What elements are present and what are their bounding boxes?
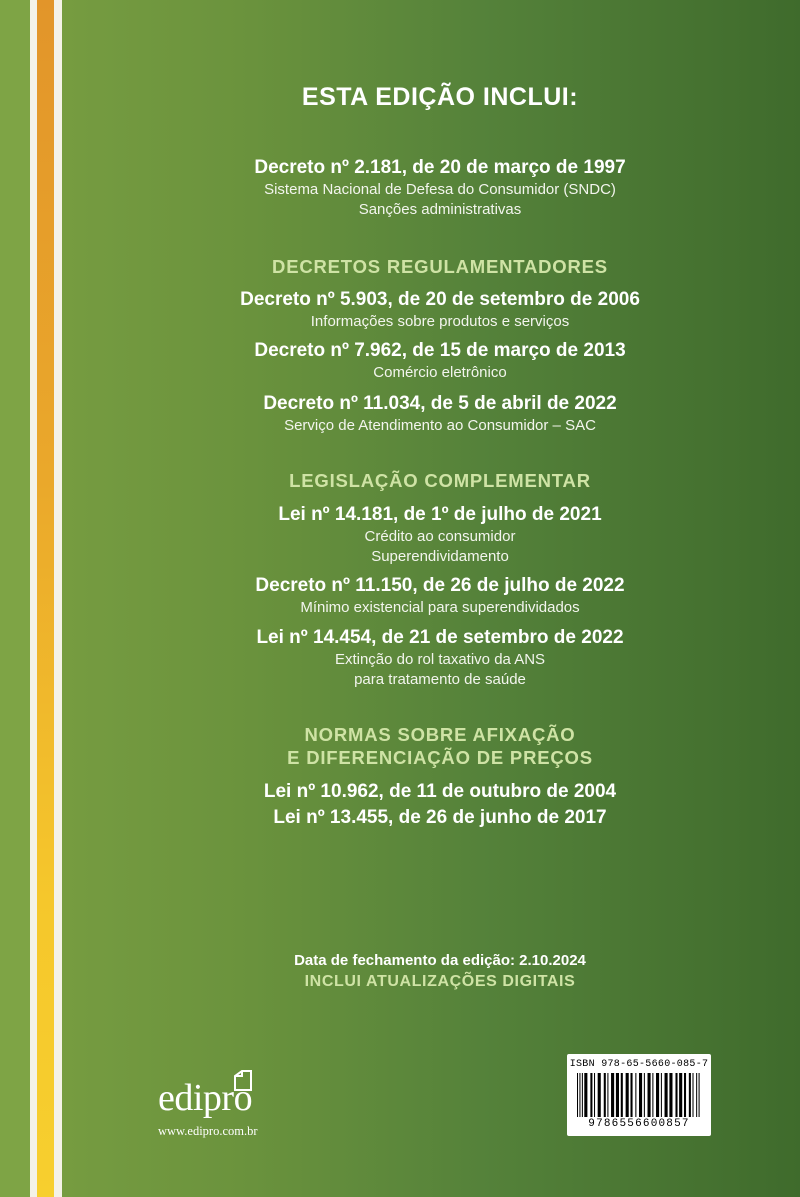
- law-description: Serviço de Atendimento ao Consumidor – SAC: [284, 417, 596, 434]
- isbn-number: ISBN 978-65-5660-085-7: [569, 1059, 709, 1070]
- law-entry: [80, 503, 800, 567]
- barcode-bar: [584, 1073, 587, 1117]
- barcode-bar: [616, 1073, 619, 1117]
- law-description: Crédito ao consumidor: [364, 528, 516, 545]
- law-title: Decreto nº 2.181, de 20 de março de 1997: [254, 157, 626, 178]
- page-fold-icon: [232, 1070, 254, 1092]
- law-description: para tratamento de saúde: [354, 671, 526, 688]
- law-description: Comércio eletrônico: [373, 364, 507, 381]
- law-title: Lei nº 10.962, de 11 de outubro de 2004: [263, 781, 617, 802]
- stripe-orange-yellow: [37, 0, 54, 1197]
- barcode-bar: [630, 1073, 632, 1117]
- barcode-bar: [611, 1073, 614, 1117]
- barcode-bar: [648, 1073, 651, 1117]
- section-heading: NORMAS SOBRE AFIXAÇÃO: [304, 724, 576, 745]
- law-title: Lei nº 13.455, de 26 de junho de 2017: [273, 807, 607, 828]
- law-title: Lei nº 14.454, de 21 de setembro de 2022: [256, 627, 624, 648]
- barcode-bar: [656, 1073, 659, 1117]
- section-price-display-norms: [80, 723, 800, 769]
- barcode-bar: [577, 1073, 578, 1117]
- barcode-bar: [696, 1073, 697, 1117]
- barcode-bar: [579, 1073, 580, 1117]
- barcode-bar: [598, 1073, 601, 1117]
- law-description: Extinção do rol taxativo da ANS: [334, 651, 546, 668]
- barcode-bars: [575, 1073, 703, 1117]
- barcode-bar: [635, 1073, 636, 1117]
- law-title: Decreto nº 11.150, de 26 de julho de 2022: [255, 575, 625, 596]
- section-heading: LEGISLAÇÃO COMPLEMENTAR: [289, 470, 591, 491]
- section-complementary-legislation: [80, 469, 800, 492]
- publisher-logo: [158, 1078, 288, 1139]
- barcode-bar: [607, 1073, 608, 1117]
- law-entry: [80, 626, 800, 690]
- section-heading: DECRETOS REGULAMENTADORES: [272, 256, 608, 277]
- barcode-bar: [692, 1073, 693, 1117]
- barcode-bar: [626, 1073, 629, 1117]
- edipro-logo: [158, 1078, 252, 1118]
- stripe-white: [30, 0, 37, 1197]
- barcode-digits: 9786556600857: [588, 1118, 690, 1130]
- barcode-bar: [582, 1073, 583, 1117]
- law-entry: [80, 574, 800, 618]
- barcode-bar: [665, 1073, 668, 1117]
- section-heading: E DIFERENCIAÇÃO DE PREÇOS: [287, 747, 593, 768]
- barcode-bar: [684, 1073, 686, 1117]
- decorative-stripes: [0, 0, 80, 1197]
- law-entry: [80, 288, 800, 332]
- law-title: Decreto nº 11.034, de 5 de abril de 2022: [263, 393, 617, 414]
- barcode-bar: [644, 1073, 645, 1117]
- isbn-barcode: [567, 1054, 711, 1136]
- law-title: Decreto nº 5.903, de 20 de setembro de 2006: [240, 289, 640, 310]
- logo-text: edipro: [158, 1077, 253, 1119]
- law-entry: [80, 392, 800, 436]
- barcode-bar: [689, 1073, 691, 1117]
- barcode-bar: [594, 1073, 595, 1117]
- page-title: ESTA EDIÇÃO INCLUI:: [301, 83, 579, 111]
- barcode-bar: [679, 1073, 682, 1117]
- barcode-bar: [661, 1073, 662, 1117]
- publisher-url: www.edipro.com.br: [158, 1124, 258, 1138]
- law-description: Mínimo existencial para superendividados: [300, 599, 580, 616]
- section-regulatory-decrees: [80, 255, 800, 278]
- closing-date: Data de fechamento da edição: 2.10.2024: [294, 952, 586, 969]
- barcode-bar: [652, 1073, 653, 1117]
- barcode-bar: [621, 1073, 623, 1117]
- law-description: Sistema Nacional de Defesa do Consumidor (SNDC): [264, 181, 616, 198]
- intro-block: [80, 156, 800, 220]
- barcode-bar: [590, 1073, 592, 1117]
- law-title: Lei nº 14.181, de 1º de julho de 2021: [278, 504, 602, 525]
- law-description: Informações sobre produtos e serviços: [310, 313, 570, 330]
- edition-closing-info: [80, 951, 800, 993]
- law-entry: [80, 339, 800, 383]
- barcode-bar: [639, 1073, 642, 1117]
- barcode-bar: [675, 1073, 677, 1117]
- barcode-bar: [699, 1073, 700, 1117]
- barcode-bar: [669, 1073, 672, 1117]
- digital-updates-note: INCLUI ATUALIZAÇÕES DIGITAIS: [304, 973, 576, 990]
- law-entry: [80, 780, 800, 804]
- stripe-green: [0, 0, 30, 1197]
- law-entry: [80, 806, 800, 830]
- stripe-white: [54, 0, 62, 1197]
- barcode-bar: [604, 1073, 606, 1117]
- law-title: Decreto nº 7.962, de 15 de março de 2013: [254, 340, 626, 361]
- law-description: Superendividamento: [371, 548, 509, 565]
- law-description: Sanções administrativas: [358, 201, 522, 218]
